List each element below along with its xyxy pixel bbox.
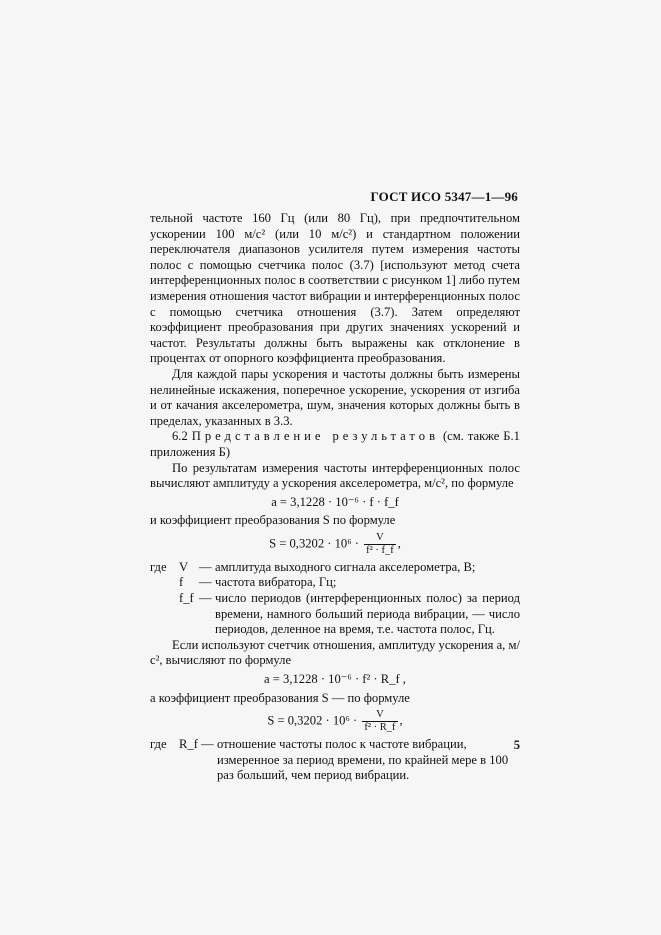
page-number: 5 bbox=[513, 738, 520, 752]
where-definition: частота вибратора, Гц; bbox=[215, 575, 337, 590]
where-definition: амплитуда выходного сигнала акселерометра, В; bbox=[215, 559, 476, 574]
formula-4-numerator: V bbox=[362, 709, 397, 722]
formula-2-numerator: V bbox=[364, 532, 396, 545]
where-list-2: где R_f — отношение частоты полос к частоте вибрации, измеренное за период времени, по крайней мере в 100 раз больший, чем период вибрации. bbox=[150, 737, 520, 784]
formula-2-left: S = 0,3202 · 10⁶ · bbox=[269, 536, 359, 551]
where-definition: число периодов (интерференционных полос) за период времени, намного больший периода вибрации, — число периодов, деленное на время, т.е. частота полос, Гц. bbox=[215, 591, 520, 637]
formula-4-denominator: f² · R_f bbox=[364, 722, 396, 734]
where-definition-2: отношение частоты полос к частоте вибрации, измеренное за период времени, по крайней мере в 100 раз больший, чем период вибрации. bbox=[217, 737, 509, 783]
paragraph-5: и коэффициент преобразования S по формуле bbox=[150, 513, 396, 528]
formula-4-left: S = 0,3202 · 10⁶ · bbox=[267, 713, 358, 728]
where-symbol: V bbox=[179, 559, 189, 574]
formula-2-fraction bbox=[364, 532, 396, 557]
paragraph-4: По результатам измерения частоты интерференционных полос вычисляют амплитуду a ускорения акселерометра, м/с², по формуле bbox=[150, 460, 520, 491]
formula-3: a = 3,1228 · 10⁻⁶ · f² · R_f , bbox=[264, 672, 406, 687]
where-symbol: f_f bbox=[179, 591, 194, 606]
where-symbol-2: R_f bbox=[179, 737, 198, 752]
section-heading bbox=[150, 429, 520, 460]
formula-4-fraction bbox=[362, 709, 397, 734]
where-label-2: где bbox=[150, 737, 167, 752]
formula-2-denominator: f² · f_f bbox=[366, 544, 394, 556]
section-number: 6.2 bbox=[172, 429, 188, 444]
formula-4: S = 0,3202 · 10⁶ · $\frac{V}{\text{f² · R\_f}}$ , bbox=[267, 709, 403, 734]
where-symbol: f bbox=[179, 575, 184, 590]
where-label: где bbox=[150, 559, 167, 574]
document-header: ГОСТ ИСО 5347—1—96 bbox=[370, 189, 518, 204]
formula-1: a = 3,1228 · 10⁻⁶ · f · f_f bbox=[271, 494, 399, 509]
section-title: Представление результатов bbox=[191, 429, 440, 444]
formula-2: S = 0,3202 · 10⁶ · $\frac{V}{\text{f² · f\_f}}$ , bbox=[269, 531, 401, 556]
section-note: (см. также Б.1 приложения Б) bbox=[150, 429, 520, 459]
document-body bbox=[150, 211, 520, 784]
paragraph-1: тельной частоте 160 Гц (или 80 Гц), при предпочтительном ускорении 100 м/с² (или 10 м/с²) и стандартном положении переключателя диапазонов усилителя путем измерения частоты полос с помощью счетчика полос (3.7) [используют метод счета интерференционных полос в соответствии с рисунком 1] либо путем измерения отношения частот вибрации и интерференционных полос с помощью счетчика отношения (3.7). Затем определяют коэффициент преобразования при других значениях ускорений и частот. Результаты должны быть выражены как отклонение в процентах от опорного коэффициента преобразования. bbox=[150, 211, 520, 366]
paragraph-7: а коэффициент преобразования S — по формуле bbox=[150, 690, 410, 705]
paragraph-2: Для каждой пары ускорения и частоты должны быть измерены нелинейные искажения, поперечное ускорение, ускорения от изгиба и от качания акселерометра, шум, значения которых должны быть в пределах, указанных в 3.3. bbox=[150, 366, 520, 428]
paragraph-6: Если используют счетчик отношения, амплитуду ускорения a, м/с², вычисляют по формуле bbox=[150, 637, 520, 668]
where-list: где V — амплитуда выходного сигнала акселерометра, В; f — частота вибратора, Гц; f_f — число периодов (интерференционных полос) за период времени, намного больший периода вибрации, — число периодов, деленное на время, т.е. частота полос, Гц. bbox=[150, 559, 520, 637]
